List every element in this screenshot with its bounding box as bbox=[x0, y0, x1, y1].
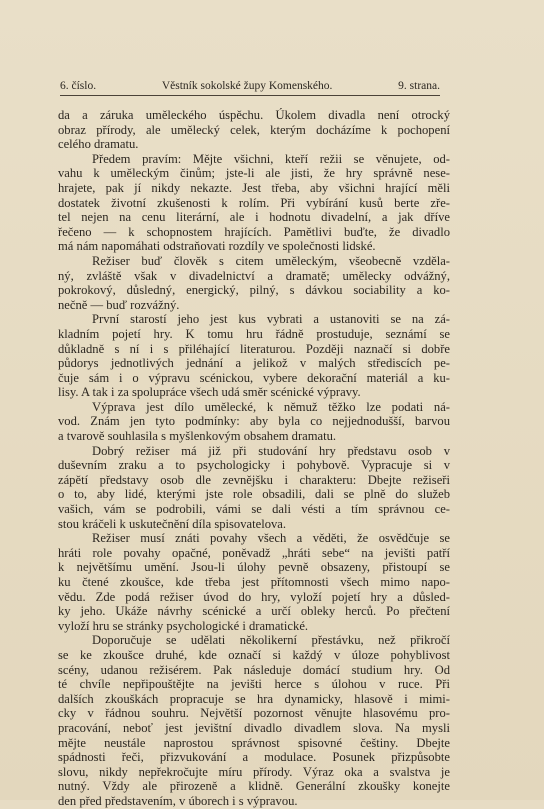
text-line: vahu k uměleckým činům; jste-li ale jisti, že hry správně nese- bbox=[58, 166, 450, 181]
text-line: půdorys jednotlivých jednání a jelikož v malých střediscích pe- bbox=[58, 356, 450, 371]
text-line: stou kráčeli k uskutečnění díla spisovatelova. bbox=[58, 516, 287, 531]
text-line: obraz přírody, ale umělecký celek, kterým docházíme k pochopení bbox=[58, 122, 450, 137]
text-line: lisy. A tak i za spolupráce všech udá směr scénické výpravy. bbox=[58, 385, 361, 400]
paragraph bbox=[58, 254, 450, 312]
text-line: tel nejen na cenu literární, ale i hodnotu divadelní, a jak dříve bbox=[58, 210, 450, 225]
text-line: vod. Znám jen tyto podmínky: aby byla co nejjednodušší, barvou bbox=[58, 414, 450, 429]
issue-number: 6. číslo. bbox=[60, 80, 97, 92]
paragraph bbox=[58, 108, 450, 152]
article-body bbox=[58, 108, 450, 809]
text-line: se ke zkoušce druhé, kde označí si každý v úloze pohyblivost bbox=[58, 647, 450, 662]
journal-title: Věstník sokolské župy Komenského. bbox=[161, 80, 333, 92]
paragraph bbox=[58, 400, 450, 444]
text-line: vědu. Zde podá režiser úvod do hry, vyloží pojetí hry a důsled- bbox=[58, 589, 450, 604]
text-line: celého dramatu. bbox=[58, 137, 139, 152]
text-line: důkladně s ní i s přiléhající literaturou. Později naznačí si dobře bbox=[58, 341, 450, 356]
text-line: Režiser musí znáti povahy všech a věděti, že osvědčuje se bbox=[92, 531, 450, 546]
paragraph bbox=[58, 633, 450, 808]
text-line: vyloží hru se stránky psychologické i dramatické. bbox=[58, 618, 309, 633]
text-line: scény, udanou režisérem. Pak následuje domácí studium hry. Od bbox=[58, 662, 450, 677]
text-line: Doporučuje se udělati několikerní přestávku, než přikročí bbox=[92, 633, 450, 648]
text-line: zápětí představy osob dle zevnějšku i charakteru: Dbejte režiseři bbox=[58, 472, 450, 487]
text-line: duševním zraku a to psychologicky i pohybově. Vypracuje si v bbox=[58, 458, 450, 473]
text-line: nutný. Vždy ale přirozeně a klidně. Generální zkoušky konejte bbox=[58, 779, 450, 794]
text-line: nečně — buď rozvážný. bbox=[58, 297, 180, 312]
text-line: spádnosti řeči, přizvukování a modulace. Posunek přizpůsobte bbox=[58, 750, 450, 765]
text-line: slovu, nikdy nepřekročujte míru přírody. Výraz oka a svalstva je bbox=[58, 764, 450, 779]
text-line: ný, zvláště však v divadelnictví a dramatě; umělecky odvážný, bbox=[58, 268, 450, 283]
text-line: Předem pravím: Mějte všichni, kteří režii se věnujete, od- bbox=[92, 151, 450, 166]
text-line: mějte neustále naprostou správnost spisovné češtiny. Dbejte bbox=[58, 735, 450, 750]
paragraph bbox=[58, 444, 450, 532]
text-line: hrajete, pak jí nikdy nekazte. Jest třeba, aby všichni hrající měli bbox=[58, 180, 450, 195]
text-line: pokrokový, důsledný, energický, pilný, s dávkou sociability a ko- bbox=[58, 283, 450, 298]
text-line: ku čtené zkoušce, kde třeba jest přítomnosti všech mimo napo- bbox=[58, 575, 450, 589]
paragraph bbox=[58, 152, 450, 254]
text-line: té chvíle nepřipouštějte na jevišti herce s úlohou v ruce. Při bbox=[58, 677, 450, 692]
text-line: da a záruka uměleckého úspěchu. Úkolem divadla není otrocký bbox=[58, 108, 450, 122]
text-line: den před představením, v úborech i s výpravou. bbox=[58, 793, 298, 808]
text-line: hráti role povahy opačné, poněvadž „hráti sebe“ na jevišti patří bbox=[58, 545, 450, 560]
text-line: Výprava jest dílo umělecké, k němuž těžko lze podati ná- bbox=[92, 399, 450, 414]
text-line: kladním pojetí hry. K tomu hru řádně prostuduje, seznámí se bbox=[58, 326, 450, 341]
text-line: Režiser buď člověk s citem uměleckým, všeobecně vzděla- bbox=[92, 253, 450, 268]
page-number: 9. strana. bbox=[398, 80, 440, 92]
text-line: dostatek životní zkušenosti k rolím. Při vybírání kusů berte zře- bbox=[58, 195, 450, 210]
text-line: čuje sám i o výpravu scénickou, vybere dekorační materiál a ku- bbox=[58, 370, 450, 385]
text-line: o to, aby lidé, kterými jste role obsadili, dali se plně do služeb bbox=[58, 487, 450, 502]
text-line: a tvarově souhlasila s myšlenkovým obsahem dramatu. bbox=[58, 429, 337, 444]
text-line: dalších zkouškách propracuje se hra dynamicky, hlasově i mimi- bbox=[58, 691, 450, 706]
running-header bbox=[60, 80, 440, 96]
text-line: pracování, neboť jest jevištní divadlo divadlem slova. Na mysli bbox=[58, 720, 450, 735]
paragraph bbox=[58, 531, 450, 633]
text-line: ky jeho. Ukáže návrhy scénické a určí obleky herců. Po přečtení bbox=[58, 604, 450, 619]
text-line: vašich, vám se podrobili, vámi se dali vésti a tím správnou ce- bbox=[58, 502, 450, 517]
text-line: řečeno — k schopnostem hrajících. Pamětlivi buďte, že divadlo bbox=[58, 224, 450, 239]
paragraph bbox=[58, 312, 450, 400]
text-line: Dobrý režiser má již při studování hry představu osob v bbox=[92, 443, 450, 458]
text-line: cky v řádnou souhru. Největší pozornost věnujte hlasovému pro- bbox=[58, 706, 450, 721]
text-line: má nám napomáhati odstraňovati rozdíly ve společnosti lidské. bbox=[58, 239, 376, 254]
text-line: První starostí jeho jest kus vybrati a ustanoviti se na zá- bbox=[92, 312, 450, 327]
text-line: k největšímu umění. Jsou-li úlohy pevně obsazeny, přistoupí se bbox=[58, 560, 450, 575]
